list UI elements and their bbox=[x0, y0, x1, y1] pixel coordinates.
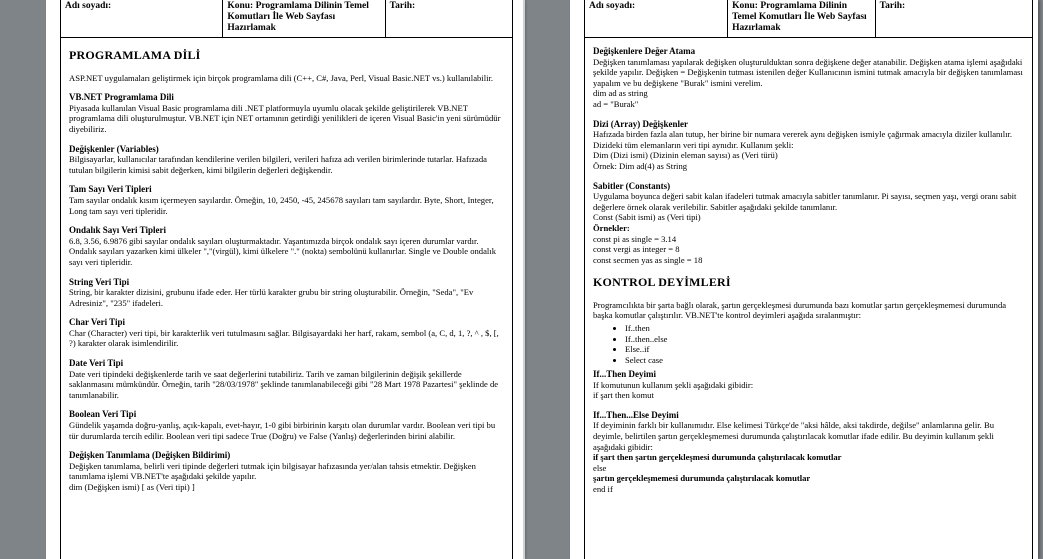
section-heading: Tam Sayı Veri Tipleri bbox=[69, 184, 152, 195]
section-heading: String Veri Tipi bbox=[69, 276, 130, 287]
section-title: KONTROL DEYİMLERİ bbox=[593, 275, 731, 290]
section-body: Uygulama boyunca değeri sabit kalan ifadeleri tutmak amacıyla sabitler tanımlanır. Pi sayısı, seçmen yaşı, vergi oranı sabit değerlere örnek olarak verilebilir. Sabitler aşağıdaki şekilde tanımlanır. bbox=[593, 191, 1017, 212]
section-body: If komutunun kullanım şekli aşağıdaki gibidir: bbox=[593, 379, 754, 390]
section-heading: Değişkenler (Variables) bbox=[69, 143, 159, 154]
section-heading: Dizi (Array) Değişkenler bbox=[593, 118, 688, 129]
code-line: Const (Sabit ismi) as (Veri tipi) bbox=[593, 212, 701, 223]
header-table bbox=[61, 0, 512, 38]
section-body: Gündelik yaşamda doğru-yanlış, açık-kapalı, evet-hayır, 1-0 gibi birbirinin karşıtı olan durumlar vardır. Boolean veri tipi bu tür durumlarda tercih edilir. Boolean veri tipi sadece True (Doğru) ve False (Yanlış) değerlerinden birini alabilir. bbox=[69, 420, 496, 441]
list-item: • Select case bbox=[625, 355, 1024, 366]
section-body: 6.8, 3.56, 6.9876 gibi sayılar ondalık sayıları oluşturmaktadır. Yaşantımızda birçok ondalık sayı içeren durumlar vardır. Ondalık sayıları yazarken kimi ülkeler ","(virgül), kimi ülkelere "." (nokta) sembolünü kullanırlar. Single ve Double ondalık sayı veri tipleridir. bbox=[69, 235, 496, 267]
code-line: if şart then şartın gerçekleşmesi durumunda çalıştırılacak komutlar bbox=[593, 452, 842, 463]
page-content bbox=[61, 38, 512, 493]
page-content bbox=[585, 38, 1032, 495]
section-heading: Boolean Veri Tipi bbox=[69, 409, 137, 420]
code-line: else bbox=[593, 462, 607, 473]
section-body: Değişken tanımlaması yapılarak değişken oluşturulduktan sonra değişkene değer atanabilir. Değişken atama işlemi aşağıdaki şekilde yapılır. Değişken = Değişkenin tutması istenilen değer Kullanıcının ismini tutmak amacıyla bir değişken tanımlaması yapalım ve bu değişkene "Burak" ismini verelim. bbox=[593, 56, 1023, 88]
section-heading: Sabitler (Constants) bbox=[593, 180, 671, 191]
section-body: String, bir karakter dizisini, grubunu ifade eder. Her türlü karakter grubu bir string oluşturabilir. Örneğin, "Seda", "Ev Adresiniz", "235" ifadeleri. bbox=[69, 287, 474, 308]
list-item: • If..then bbox=[625, 323, 1024, 334]
code-line: şartın gerçekleşmemesi durumunda çalıştırılacak komutlar bbox=[593, 473, 811, 484]
code-line: Dim (Dizi ismi) (Dizinin eleman sayısı) as (Veri türü) bbox=[593, 150, 778, 161]
section-body: Bilgisayarlar, kullanıcılar tarafından kendilerine verilen bilgileri, verileri hafıza adı verilen birimlerinde tutarlar. Hafızada tutulan bilgilerin kimisi sabit değerken, kimi bilgilerin değerleri değişkendir. bbox=[69, 154, 487, 175]
name-label: Adı soyadı: bbox=[585, 0, 728, 38]
list-item: • If..then..else bbox=[625, 334, 1024, 345]
examples-label: Örnekler: bbox=[593, 222, 630, 233]
section-body: Hafızada birden fazla alan tutup, her birine bir numara vererek aynı değişken ismiyle çağırmak amacıyla diziler kullanılır. Dizideki tüm elemanların veri tipi aynıdır. Kullanım şekli: bbox=[593, 129, 1013, 150]
page-frame bbox=[584, 0, 1033, 559]
section-heading: If...Then...Else Deyimi bbox=[593, 409, 679, 420]
date-label: Tarih: bbox=[385, 0, 512, 38]
document-page-left bbox=[46, 0, 523, 559]
section-body: Piyasada kullanılan Visual Basic programlama dili .NET platformuyla uyumlu olacak şekilde geliştirilerek VB.NET programlama dili oluşturulmuştur. VB.NET için NET ortamının getirdiği yenilikleri de içeren Visual Basic'in yeni sürümüdür diyebiliriz. bbox=[69, 102, 501, 134]
topic-label: Konu: Programlama Dilinin Temel Komutları İle Web Sayfası Hazırlamak bbox=[223, 0, 385, 38]
section-body: Değişken tanımlama, belirli veri tipinde değerleri tutmak için bilgisayar hafızasında yer/alan tahsis etmektir. Değişken tanımlama işlemi VB.NET'te aşağıdaki şekilde yapılır. bbox=[69, 460, 476, 482]
code-line: const vergi as integer = 8 bbox=[593, 244, 680, 255]
page-frame bbox=[60, 0, 513, 559]
code-line: dim ad as string bbox=[593, 88, 648, 99]
section-heading: VB.NET Programlama Dili bbox=[69, 92, 174, 103]
code-line: ad = "Burak" bbox=[593, 98, 639, 109]
section-heading: If...Then Deyimi bbox=[593, 369, 656, 380]
code-line: Örnek: Dim ad(4) as String bbox=[593, 160, 688, 171]
section-heading: Değişkenlere Değer Atama bbox=[593, 46, 696, 56]
section-body: Programcılıkta bir şarta bağlı olarak, şartın gerçekleşmesi durumunda bazı komutlar şartın gerçekleşmemesi durumunda başka komutlar çalıştırılır. VB.NET'te kontrol deyimleri aşağıda sıralanmıştır: bbox=[593, 299, 1007, 321]
section-heading: Ondalık Sayı Veri Tipleri bbox=[69, 225, 166, 236]
page-divider bbox=[523, 0, 525, 559]
section-heading: Date Veri Tipi bbox=[69, 358, 124, 369]
code-line: dim (Değişken ismi) [ as (Veri tipi) ] bbox=[69, 482, 195, 492]
section-heading: Değişken Tanımlama (Değişken Bildirimi) bbox=[69, 450, 231, 461]
section-body: If deyiminin farklı bir kullanımıdır. Else kelimesi Türkçe'de "aksi hâlde, aksi takdirde, değilse" anlamlarına gelir. Bu deyimle, belirtilen şartın gerçekleşmemesi durumunda çalıştırılacak komutlar ifade edilir. Bu deyimin kullanım şekli aşağıdaki gibidir: bbox=[593, 420, 994, 452]
section-body: Char (Character) veri tipi, bir karakterlik veri tutulmasını sağlar. Bilgisayardaki her harf, rakam, sembol (a, C, d, 1, ?, ^ , $, [, ?) karakter olarak isimlendirilir. bbox=[69, 327, 499, 349]
document-page-right bbox=[570, 0, 1038, 559]
code-line: if şart then komut bbox=[593, 390, 654, 401]
section-heading: Char Veri Tipi bbox=[69, 317, 126, 328]
topic-label: Konu: Programlama Dilinin Temel Komutları İle Web Sayfası Hazırlamak bbox=[728, 0, 876, 38]
code-line: const pi as single = 3.14 bbox=[593, 233, 677, 244]
code-line: end if bbox=[593, 484, 613, 494]
code-line: const secmen yas as single = 18 bbox=[593, 254, 703, 265]
header-table bbox=[585, 0, 1032, 38]
list-item: • Else..if bbox=[625, 344, 1024, 355]
page-title: PROGRAMLAMA DİLİ bbox=[69, 48, 201, 62]
name-label: Adı soyadı: bbox=[61, 0, 223, 38]
section-body: Date veri tipindeki değişkenlerde tarih ve saat değerlerini tutabiliriz. Tarih ve zaman bilgilerinin değişik şekillerde saklanmasını mümkündür. Örneğin, tarih "28/03/1978" şeklinde tanımlanabileceği gibi "28 Mart 1978 Pazartesi" şeklinde de tanımlanabilir. bbox=[69, 368, 499, 400]
section-body: Tam sayılar ondalık kısım içermeyen sayılardır. Örneğin, 10, 2450, -45, 245678 sayıları tam sayılardır. Byte, Short, Integer, Long tam sayı veri tipleridir. bbox=[69, 194, 494, 216]
date-label: Tarih: bbox=[875, 0, 1032, 38]
control-statement-list bbox=[593, 323, 1024, 365]
intro-paragraph: ASP.NET uygulamaları geliştirmek için birçok programlama dili (C++, C#, Java, Perl, Visual Basic.NET vs.) kullanılabilir. bbox=[69, 72, 493, 83]
